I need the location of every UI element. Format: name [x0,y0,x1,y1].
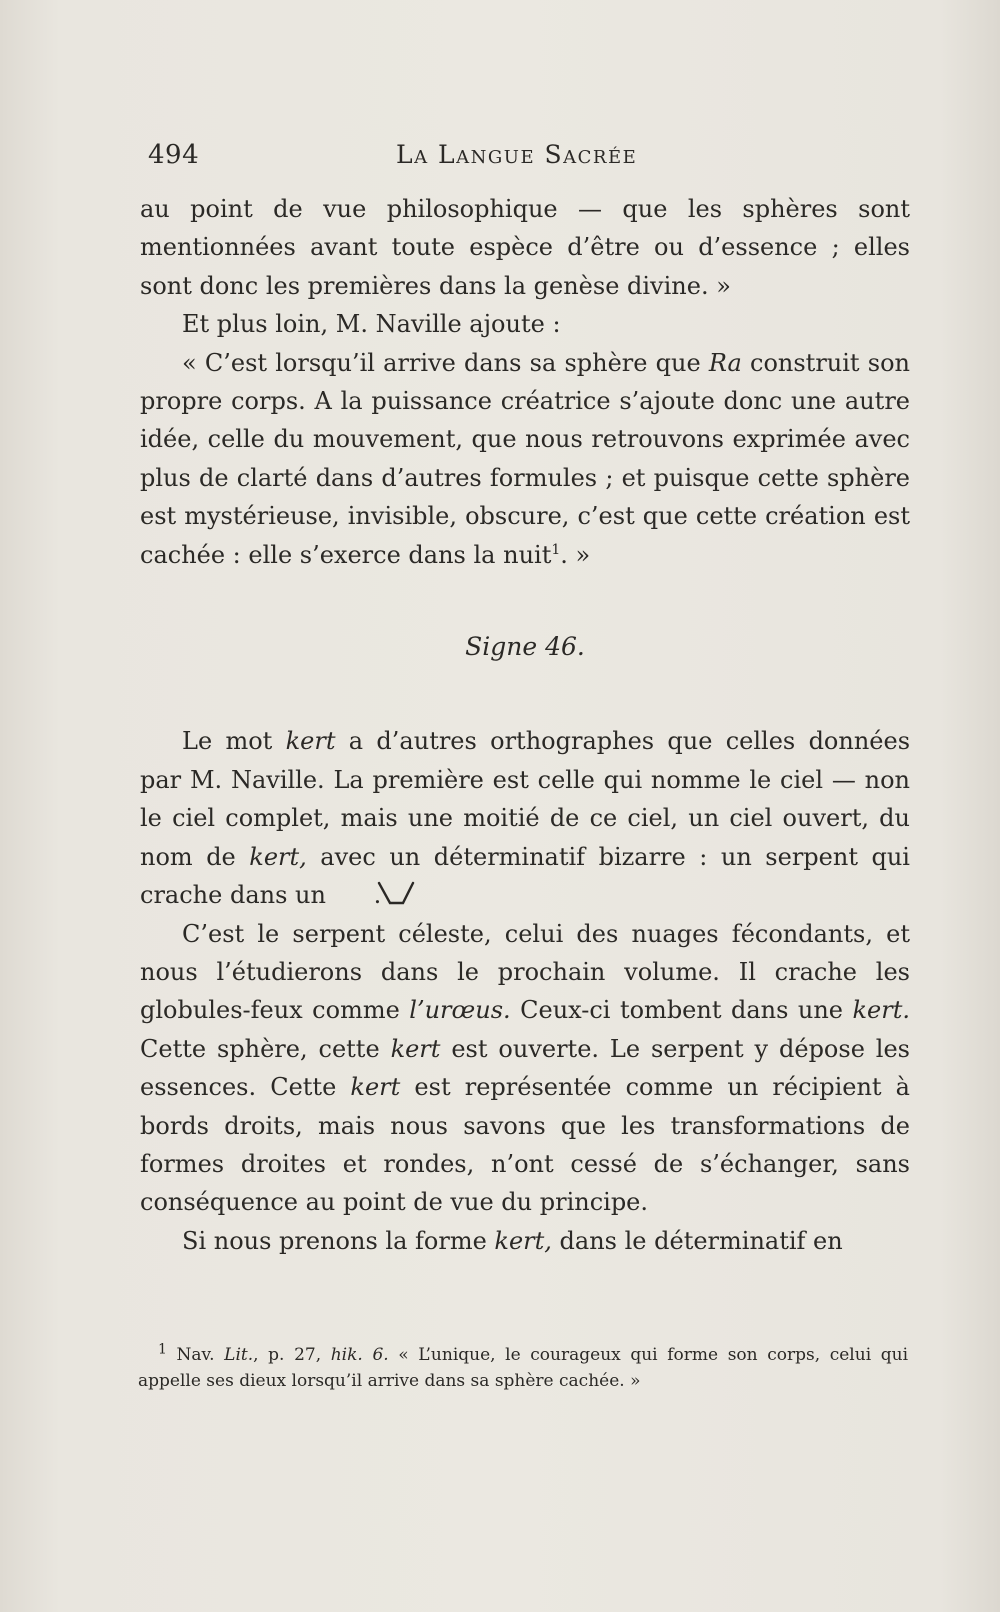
italic-kert: kert [390,1034,441,1063]
italic-hik: hik. 6. [330,1345,389,1365]
footnote-marker: 1 [158,1341,167,1358]
text-run: est représentée comme un récipient à bords droits, mais nous savons que les transformations de formes droites et rondes, n’ont cessé de s’échanger, sans conséquence au point de vue du principe. [140,1073,910,1217]
text-run: « L’unique, le courageux qui forme son corps, celui qui appelle ses dieux lorsqu’il arrive dans sa sphère cachée. » [138,1345,909,1391]
text-run: a d’autres orthographes que celles données par M. Naville. La première est celle qui nomme le ciel — non le ciel complet, mais une moitié de ce ciel, un ciel ouvert, du nom de [140,727,911,871]
footnotes [138,1342,908,1394]
text-run: , p. 27, [253,1345,331,1365]
text-run: . [373,881,382,910]
text-run: dans le déterminatif en [551,1226,843,1255]
section-title: Signe 46. [465,632,585,662]
paragraph-celestial-serpent [140,915,910,1222]
quote-text: construit son propre corps. A la puissance créatrice s’ajoute donc une autre idée, celle du mouvement, que nous retrouvons exprimée avec plus de clarté dans d’autres formules ; et puisque cette sphère est mystérieuse, invisible, obscure, c’est que cette création est cachée : elle s’exerce dans la nuit [140,348,910,569]
italic-kert: kert. [852,996,910,1025]
paragraph-naville-quote [140,344,910,574]
quote-end: . » [560,540,591,569]
text-run: Nav. [166,1345,225,1365]
italic-kert: kert, [249,842,307,871]
main-text [140,190,910,1260]
paragraph-kert-orthographies [140,722,910,914]
italic-kert: kert [350,1073,401,1102]
running-title: La Langue Sacrée [396,140,638,169]
text-run: C’est le serpent céleste, celui des nuages fécondants, et nous l’étudierons dans le prochain volume. Il crache les globules-feux comme [140,919,910,1025]
page-header [148,140,908,180]
paragraph-continuation: au point de vue philosophique — que les sphères sont mentionnées avant toute espèce d’être ou d’essence ; elles sont donc les premières dans la genèse divine. » [140,195,910,300]
text-run: Ceux-ci tombent dans une [510,996,853,1025]
paragraph-naville-intro: Et plus loin, M. Naville ajoute : [182,310,561,339]
page-number: 494 [148,140,200,170]
footnote-1 [138,1342,908,1394]
quote-text: « C’est lorsqu’il arrive dans sa sphère que [182,348,709,377]
text-run: Le mot [182,727,286,756]
text-run: Cette sphère, cette [140,1034,391,1063]
italic-ra: Ra [708,348,742,377]
text-run: est ouverte. Le serpent y dépose les essences. Cette [140,1034,910,1102]
italic-kert: kert, [494,1226,552,1255]
paragraph-kert-form [140,1222,910,1260]
text-run: Si nous prenons la forme [182,1226,495,1255]
italic-lit: Lit. [224,1345,254,1365]
text-run: avec un déterminatif bizarre : un serpent qui crache dans un [140,842,910,910]
italic-uraeus: l’urœus. [409,996,511,1025]
hieroglyph-basket-icon [334,880,374,906]
footnote-reference[interactable]: 1 [551,541,561,558]
italic-kert: kert [285,727,336,756]
